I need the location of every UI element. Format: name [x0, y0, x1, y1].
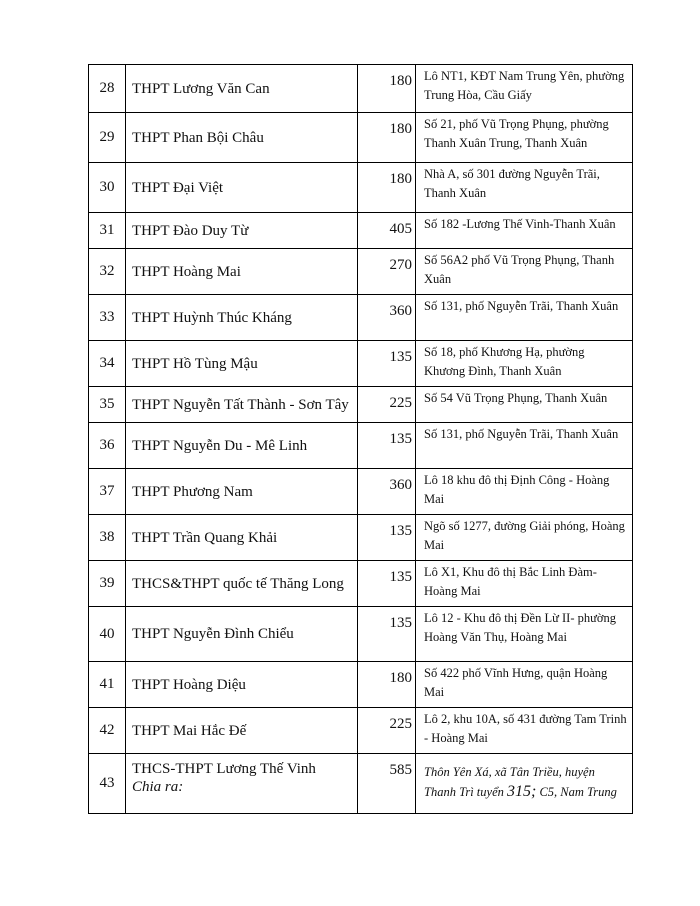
- school-name: THPT Đào Duy Từ: [126, 213, 358, 249]
- school-name: THPT Nguyễn Đình Chiểu: [126, 607, 358, 662]
- table-row: [89, 708, 633, 754]
- quota: 360: [358, 295, 416, 341]
- address: Số 54 Vũ Trọng Phụng, Thanh Xuân: [416, 387, 633, 423]
- table-row: [89, 469, 633, 515]
- quota: 135: [358, 423, 416, 469]
- school-name: THCS-THPT Lương Thế Vinh: [132, 761, 316, 777]
- row-number: 37: [89, 469, 126, 515]
- address: Nhà A, số 301 đường Nguyễn Trãi, Thanh Xuân: [416, 163, 633, 213]
- address-cell: [416, 754, 633, 814]
- row-number: 34: [89, 341, 126, 387]
- table-row: [89, 387, 633, 423]
- school-name: THPT Huỳnh Thúc Kháng: [126, 295, 358, 341]
- address-quota: 315;: [507, 783, 537, 800]
- quota: 135: [358, 607, 416, 662]
- table-row: [89, 662, 633, 708]
- school-name: THPT Nguyễn Du - Mê Linh: [126, 423, 358, 469]
- school-quota-table: [88, 64, 633, 814]
- quota: 225: [358, 708, 416, 754]
- table-row: [89, 163, 633, 213]
- row-number: 30: [89, 163, 126, 213]
- address: Số 182 -Lương Thế Vinh-Thanh Xuân: [416, 213, 633, 249]
- school-name: THPT Nguyễn Tất Thành - Sơn Tây: [126, 387, 358, 423]
- address: Số 21, phố Vũ Trọng Phụng, phường Thanh Xuân Trung, Thanh Xuân: [416, 113, 633, 163]
- address: Số 131, phố Nguyễn Trãi, Thanh Xuân: [416, 423, 633, 469]
- table-row: [89, 754, 633, 814]
- school-name: THPT Hoàng Mai: [126, 249, 358, 295]
- row-number: 31: [89, 213, 126, 249]
- quota: 135: [358, 341, 416, 387]
- school-name: THPT Hoàng Diệu: [126, 662, 358, 708]
- quota: 180: [358, 113, 416, 163]
- quota: 180: [358, 163, 416, 213]
- quota: 585: [358, 754, 416, 814]
- address: Số 422 phố Vĩnh Hưng, quận Hoàng Mai: [416, 662, 633, 708]
- table-row: [89, 341, 633, 387]
- address: Số 131, phố Nguyễn Trãi, Thanh Xuân: [416, 295, 633, 341]
- quota: 180: [358, 65, 416, 113]
- school-name: THPT Mai Hắc Đế: [126, 708, 358, 754]
- quota: 225: [358, 387, 416, 423]
- row-number: 29: [89, 113, 126, 163]
- school-name-cell: [126, 754, 358, 814]
- address: Lô 12 - Khu đô thị Đền Lừ II- phường Hoàng Văn Thụ, Hoàng Mai: [416, 607, 633, 662]
- row-number: 42: [89, 708, 126, 754]
- row-number: 41: [89, 662, 126, 708]
- school-name: THPT Phan Bội Châu: [126, 113, 358, 163]
- table-row: [89, 65, 633, 113]
- quota: 180: [358, 662, 416, 708]
- address: Lô NT1, KĐT Nam Trung Yên, phường Trung Hòa, Cầu Giấy: [416, 65, 633, 113]
- quota: 270: [358, 249, 416, 295]
- quota: 405: [358, 213, 416, 249]
- school-name: THPT Trần Quang Khải: [126, 515, 358, 561]
- table-row: [89, 423, 633, 469]
- table-row: [89, 561, 633, 607]
- school-name: THPT Đại Việt: [126, 163, 358, 213]
- table-row: [89, 213, 633, 249]
- address: Thôn Yên Xá, xã Tân Triều, huyện Thanh Trì tuyển: [424, 765, 595, 799]
- address: Lô 2, khu 10A, số 431 đường Tam Trinh - Hoàng Mai: [416, 708, 633, 754]
- address: Lô X1, Khu đô thị Bắc Linh Đàm-Hoàng Mai: [416, 561, 633, 607]
- school-name-note: Chia ra:: [132, 779, 184, 795]
- row-number: 39: [89, 561, 126, 607]
- row-number: 38: [89, 515, 126, 561]
- table-row: [89, 113, 633, 163]
- quota: 135: [358, 561, 416, 607]
- row-number: 28: [89, 65, 126, 113]
- school-name: THPT Lương Văn Can: [126, 65, 358, 113]
- row-number: 43: [89, 754, 126, 814]
- school-name: THCS&THPT quốc tế Thăng Long: [126, 561, 358, 607]
- row-number: 33: [89, 295, 126, 341]
- address: Số 56A2 phố Vũ Trọng Phụng, Thanh Xuân: [416, 249, 633, 295]
- row-number: 40: [89, 607, 126, 662]
- table-row: [89, 607, 633, 662]
- quota: 360: [358, 469, 416, 515]
- table-row: [89, 295, 633, 341]
- address: Ngõ số 1277, đường Giải phóng, Hoàng Mai: [416, 515, 633, 561]
- table-row: [89, 249, 633, 295]
- table-row: [89, 515, 633, 561]
- row-number: 32: [89, 249, 126, 295]
- row-number: 36: [89, 423, 126, 469]
- address: Số 18, phố Khương Hạ, phường Khương Đình, Thanh Xuân: [416, 341, 633, 387]
- address: Lô 18 khu đô thị Định Công - Hoàng Mai: [416, 469, 633, 515]
- school-name: THPT Phương Nam: [126, 469, 358, 515]
- quota: 135: [358, 515, 416, 561]
- row-number: 35: [89, 387, 126, 423]
- address-continued: C5, Nam Trung: [536, 785, 617, 799]
- school-name: THPT Hồ Tùng Mậu: [126, 341, 358, 387]
